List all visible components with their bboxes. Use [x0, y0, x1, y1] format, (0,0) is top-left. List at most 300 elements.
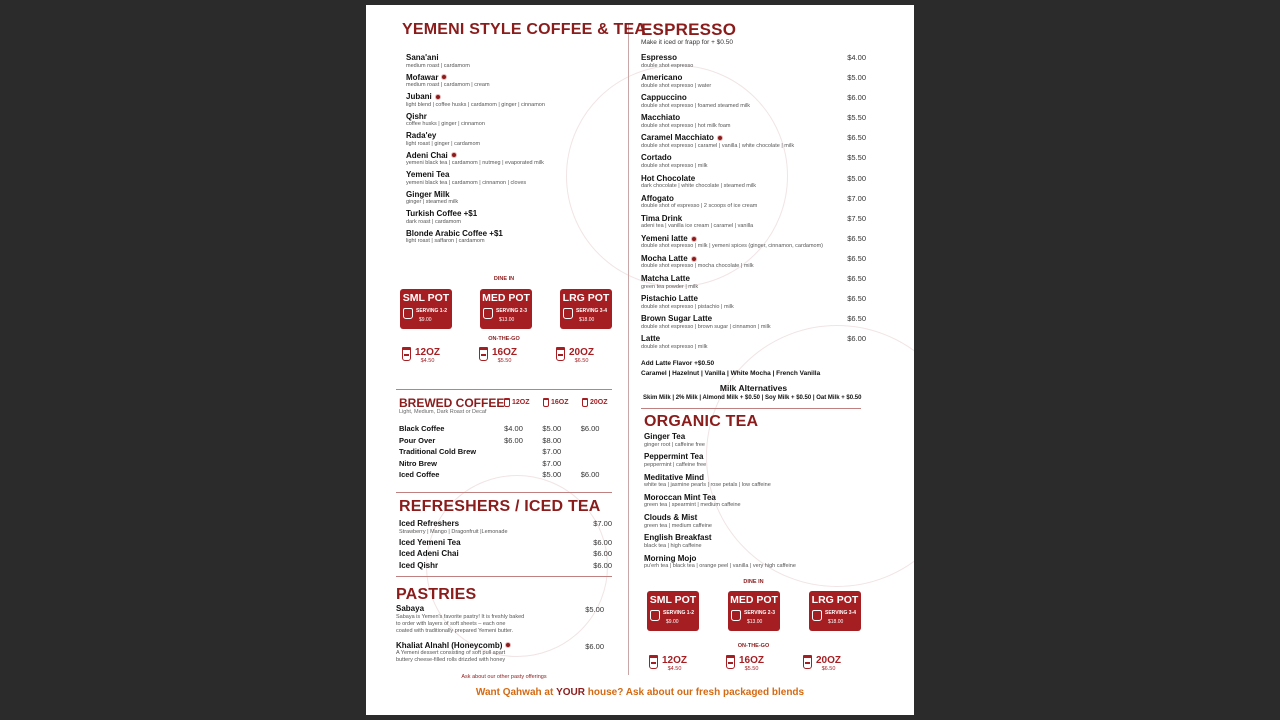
item-description: medium roast | cardamom [406, 62, 470, 69]
item-description: coffee husks | ginger | cinnamon [406, 121, 485, 127]
item-name-text: Matcha Latte [641, 274, 690, 284]
espresso-title: ESPRESSO [641, 20, 737, 39]
item-name [641, 314, 866, 324]
cup-icon [582, 398, 588, 407]
brewed-name: Black Coffee [399, 424, 445, 433]
cup-size-2 [726, 655, 782, 672]
pot-1 [647, 591, 699, 631]
milk-options: Skim Milk | 2% Milk | Almond Milk + $0.50 | Soy Milk + $0.50 | Oat Milk + $0.50 [643, 395, 862, 401]
pot-title: LRG POT [811, 594, 859, 606]
brewed-name: Pour Over [399, 435, 436, 445]
item-name-text: Mofawar [406, 72, 439, 82]
item-price: $5.00 [847, 173, 866, 183]
item-description: double shot espresso | water [641, 82, 712, 89]
item-name-text: Blonde Arabic Coffee +$1 [406, 228, 503, 238]
item-name-text: Mocha Latte [641, 253, 688, 263]
item-name-text: Qishr [406, 111, 427, 121]
badge-icon [435, 94, 441, 100]
item-description: double shot espresso | hot milk foam [641, 122, 731, 129]
item-name [406, 131, 606, 141]
item-description: double shot espresso | foamed steamed milk [641, 102, 751, 109]
cup-price: $6.50 [574, 358, 589, 364]
item-price: $6.00 [593, 549, 612, 558]
cup-size: 20OZ [569, 347, 595, 358]
espresso-item [641, 254, 866, 271]
yemeni-section-title: YEMENI STYLE COFFEE & TEA [402, 21, 647, 38]
footer-text: house? Ask about our fresh packaged blends [584, 687, 805, 698]
item-description: green tea | spearmint | medium caffeine [644, 502, 741, 509]
cup-options [402, 347, 612, 364]
item-description: white tea | jasmine pearls | rose petals | low caffeine [644, 482, 771, 489]
menu-item [406, 151, 606, 168]
rule [641, 408, 861, 409]
menu-item [406, 170, 606, 187]
refresher-item [399, 549, 612, 559]
on-the-go-label: ON-THE-GO [737, 643, 770, 649]
item-description: ginger root | caffeine free [644, 441, 705, 448]
pot-title: SML POT [649, 594, 697, 606]
brewed-row [399, 458, 619, 470]
brewed-row [399, 446, 619, 458]
pot-title: SML POT [402, 292, 450, 304]
dine-in-label: DINE IN [743, 579, 764, 585]
item-name-text: Caramel Macchiato [641, 133, 714, 143]
item-description: double shot espresso | caramel | vanilla | white chocolate | milk [641, 142, 795, 149]
item-description: to order with layers of soft sheets – each one [396, 620, 506, 627]
rule [396, 492, 612, 493]
pot-2 [480, 289, 532, 329]
espresso-item [641, 234, 866, 251]
item-description: peppermint | caffeine free [644, 461, 707, 468]
espresso-item [641, 113, 866, 130]
espresso-item [641, 53, 866, 70]
item-description: double shot espresso | milk [641, 162, 708, 169]
badge-icon [451, 152, 457, 158]
brewed-price-12: $4.00 [504, 424, 523, 433]
item-price: $6.50 [847, 133, 866, 143]
item-name [641, 274, 866, 284]
item-name-text: Affogato [641, 193, 674, 203]
brewed-price-12 [504, 469, 542, 481]
teapot-icon [483, 308, 493, 319]
pot-2 [728, 591, 780, 631]
teapot-icon [403, 308, 413, 319]
badge-icon [691, 236, 697, 242]
cup-text [415, 347, 440, 364]
item-description: yemeni black tea | cardamom | cinnamon | cloves [406, 179, 527, 186]
cup-price: $4.50 [420, 358, 435, 364]
brewed-row [399, 469, 619, 481]
item-name [406, 112, 606, 122]
espresso-item [641, 174, 866, 191]
pot-serving: SERVING 1-2 [663, 610, 695, 616]
item-name-text: Cappuccino [641, 93, 687, 103]
item-description: double shot espresso | brown sugar | cinnamon | milk [641, 323, 771, 330]
item-name [641, 174, 866, 184]
espresso-item [641, 214, 866, 231]
column-divider [628, 23, 629, 675]
menu-item [406, 92, 606, 109]
cup-text [569, 347, 594, 364]
item-price: $4.00 [847, 53, 866, 62]
pot-title: MED POT [730, 594, 778, 606]
pot-serving: SERVING 2-3 [496, 308, 528, 314]
cup-size-1 [649, 655, 705, 672]
item-name-text: Hot Chocolate [641, 173, 696, 183]
item-price: $6.50 [847, 233, 866, 243]
espresso-item [641, 133, 866, 150]
pot-serving: SERVING 3-4 [825, 610, 857, 616]
item-description: light blend | coffee husks | cardamom | ginger | cinnamon [406, 101, 545, 108]
cup-icon [803, 655, 812, 669]
refresher-item [399, 519, 612, 536]
item-description: buttery cheese-filled rolls drizzled with honey [396, 657, 506, 663]
cup-icon [543, 398, 549, 407]
pot-price: $9.00 [419, 317, 432, 323]
pot-3 [809, 591, 861, 631]
item-name [406, 190, 606, 200]
item-price: $5.50 [847, 113, 866, 123]
item-description: A Yemeni dessert consisting of soft pull apart [396, 650, 506, 656]
footer-tagline [366, 687, 914, 698]
pot-serving: SERVING 2-3 [744, 610, 776, 616]
brewed-price-20 [581, 446, 619, 458]
pastries-title: PASTRIES [396, 586, 477, 603]
tea-item [644, 554, 864, 571]
cup-text [662, 655, 687, 672]
brewed-size-header [582, 398, 621, 407]
item-name: Iced Adeni Chai [399, 549, 459, 558]
item-name [406, 73, 606, 83]
cup-icon [726, 655, 735, 669]
item-name [396, 604, 612, 614]
item-description: Strawberry | Mango | Dragonfruit |Lemonade [399, 528, 508, 535]
brewed-size-header [504, 398, 543, 407]
item-name-text: Khaliat Alnahl (Honeycomb) [396, 640, 503, 650]
pot-price: $13.00 [747, 619, 763, 625]
cup-icon [402, 347, 411, 361]
item-price: $5.50 [847, 153, 866, 163]
item-name [406, 92, 606, 102]
item-description: green tea powder | milk [641, 283, 699, 290]
footer-emphasis: YOUR [556, 687, 585, 698]
item-name: Meditative Mind [644, 472, 705, 482]
brewed-price-16: $5.00 [542, 470, 562, 479]
item-name: Peppermint Tea [644, 452, 704, 462]
item-price: $7.50 [847, 213, 866, 223]
cup-size: 16OZ [492, 347, 518, 358]
item-name-text: Ginger Milk [406, 189, 450, 199]
pot-title: LRG POT [562, 292, 610, 304]
espresso-item [641, 153, 866, 170]
cup-text [816, 655, 841, 672]
brewed-price-16: $8.00 [542, 435, 562, 445]
item-price: $6.50 [847, 294, 866, 304]
cup-icon [479, 347, 488, 361]
badge-icon [717, 135, 723, 141]
teapot-icon [563, 308, 573, 319]
item-name: Clouds & Mist [644, 513, 698, 523]
item-name [641, 194, 866, 204]
rule [396, 576, 612, 577]
brewed-price-12 [504, 458, 542, 470]
item-name-text: Adeni Chai [406, 150, 448, 160]
brewed-table [399, 423, 619, 481]
brewed-title: BREWED COFFEE [399, 396, 505, 410]
cup-size: 16OZ [739, 655, 765, 666]
cup-price: $5.50 [744, 666, 759, 672]
item-name: Ginger Tea [644, 432, 686, 441]
item-name [406, 53, 606, 63]
brewed-name: Traditional Cold Brew [399, 447, 477, 456]
pot-price: $9.00 [666, 619, 679, 625]
brewed-subtitle: Light, Medium, Dark Roast or Decaf [399, 409, 487, 415]
item-description: pu'erh tea | black tea | orange peel | vanilla | very high caffeine [644, 563, 796, 570]
refresher-item [399, 538, 612, 548]
cup-price: $5.50 [497, 358, 512, 364]
menu-item [406, 112, 606, 129]
cup-size: 20OZ [816, 655, 842, 666]
espresso-item [641, 73, 866, 90]
pot-3 [560, 289, 612, 329]
cup-size-2 [479, 347, 535, 364]
item-name [641, 93, 866, 103]
cup-icon [504, 398, 510, 407]
item-name-text: Turkish Coffee +$1 [406, 209, 478, 218]
item-description: double shot espresso | milk [641, 343, 708, 350]
espresso-list [641, 53, 866, 354]
item-description: light roast | ginger | cardamom [406, 140, 481, 147]
menu-item [406, 131, 606, 148]
item-description: dark roast | cardamom [406, 218, 461, 225]
cup-price: $6.50 [821, 666, 836, 672]
pastry-item [396, 604, 612, 635]
item-name-text: Yemeni Tea [406, 170, 450, 179]
item-description: light roast | saffaron | cardamom [406, 238, 485, 244]
item-name-text: Rada'ey [406, 131, 437, 140]
item-name [396, 641, 612, 651]
item-price: $5.00 [585, 605, 604, 614]
size-label: 12OZ [512, 399, 530, 406]
pot-title: MED POT [482, 292, 530, 304]
item-name [641, 53, 866, 63]
pot-price: $18.00 [828, 619, 844, 625]
refreshers-list [399, 519, 612, 572]
item-price: $5.00 [847, 73, 866, 83]
item-description: black tea | high caffeine [644, 542, 702, 549]
brewed-price-20 [581, 435, 619, 447]
espresso-item [641, 274, 866, 291]
cup-text [492, 347, 517, 364]
item-price: $6.00 [593, 560, 612, 570]
item-price: $7.00 [847, 193, 866, 203]
item-price: $6.50 [847, 314, 866, 324]
milk-alternatives-title: Milk Alternatives [719, 383, 788, 393]
brewed-price-16: $5.00 [542, 424, 562, 433]
item-price: $6.00 [847, 334, 866, 344]
yemeni-list [406, 53, 606, 248]
pastries-note: Ask about our other pasty offerings [461, 674, 547, 680]
brewed-price-16: $7.00 [542, 447, 562, 456]
rule [396, 389, 612, 390]
pot-1 [400, 289, 452, 329]
cup-price: $4.50 [667, 666, 682, 672]
menu-page [366, 5, 914, 715]
espresso-item [641, 93, 866, 110]
cup-size-3 [556, 347, 612, 364]
cup-size-1 [402, 347, 458, 364]
cup-text [739, 655, 764, 672]
brewed-size-header [543, 398, 582, 407]
item-name: Iced Yemeni Tea [399, 537, 461, 547]
item-name [641, 214, 866, 224]
item-name [641, 113, 866, 123]
item-description: coated with traditionally prepared Yemeni butter. [396, 627, 514, 634]
size-label: 16OZ [551, 399, 569, 406]
item-name-text: Americano [641, 73, 683, 83]
espresso-item [641, 294, 866, 311]
item-name: Iced Refreshers [399, 519, 460, 528]
item-name-text: Brown Sugar Latte [641, 314, 713, 324]
item-name [641, 153, 866, 163]
item-description: Sabaya is Yemen's favorite pastry! It is freshly baked [396, 613, 525, 620]
brewed-row [399, 435, 619, 447]
item-price: $6.00 [847, 93, 866, 103]
pot-price: $13.00 [499, 317, 515, 323]
item-name [406, 170, 606, 180]
on-the-go-label: ON-THE-GO [488, 336, 520, 342]
tea-item [644, 533, 864, 550]
refresher-item [399, 561, 612, 571]
pot-options [400, 289, 612, 329]
item-description: double shot espresso | milk | yemeni spices (ginger, cinnamon, cardamom) [641, 243, 823, 250]
teapot-icon [650, 610, 660, 621]
item-name [641, 254, 866, 264]
item-description: ginger | steamed milk [406, 199, 459, 205]
item-description: double shot espresso | mocha chocolate | milk [641, 263, 754, 270]
item-name-text: Tima Drink [641, 213, 683, 223]
item-name-text: Yemeni latte [641, 233, 688, 243]
espresso-item [641, 334, 866, 351]
item-description: yemeni black tea | cardamom | nutmeg | evaporated milk [406, 160, 544, 166]
brewed-price-20: $6.00 [580, 470, 600, 479]
espresso-item [641, 194, 866, 211]
item-name [406, 229, 606, 239]
item-name [641, 73, 866, 83]
brewed-price-16: $7.00 [542, 458, 562, 468]
organic-title: ORGANIC TEA [644, 413, 759, 430]
tea-item [644, 493, 864, 510]
teapot-icon [812, 610, 822, 621]
badge-icon [691, 256, 697, 262]
cup-options [649, 655, 859, 672]
organic-list [644, 432, 864, 574]
item-name [406, 209, 606, 219]
item-description: medium roast | cardamom | cream [406, 82, 490, 88]
item-name: Iced Qishr [399, 560, 439, 570]
item-name [641, 334, 866, 344]
item-description: double shot espresso [641, 62, 694, 69]
item-name-text: Sabaya [396, 604, 425, 613]
brewed-size-headers [504, 398, 624, 407]
tea-item [644, 513, 864, 530]
brewed-name: Nitro Brew [399, 458, 437, 468]
refreshers-title: REFRESHERS / ICED TEA [399, 498, 601, 515]
item-name-text: Sana'ani [406, 53, 439, 62]
item-name-text: Latte [641, 334, 661, 344]
pastries-list [396, 604, 612, 670]
item-description: green tea | medium caffeine [644, 522, 712, 529]
item-description: double shot of espresso | 2 scoops of ice cream [641, 203, 758, 210]
size-label: 20OZ [590, 399, 608, 406]
brewed-price-12 [504, 446, 542, 458]
item-price: $6.50 [847, 253, 866, 263]
item-price: $6.50 [847, 274, 866, 284]
item-name-text: Macchiato [641, 113, 681, 123]
badge-icon [505, 642, 511, 648]
footer-text: Want Qahwah at [475, 687, 557, 698]
item-name-text: Cortado [641, 153, 672, 163]
teapot-icon [731, 610, 741, 621]
item-price: $7.00 [593, 519, 612, 528]
cup-size-3 [803, 655, 859, 672]
item-name [641, 294, 866, 304]
brewed-price-20 [581, 458, 619, 470]
tea-item [644, 432, 864, 449]
pot-serving: SERVING 1-2 [416, 308, 448, 314]
item-description: dark chocolate | white chocolate | steamed milk [641, 183, 757, 190]
menu-item [406, 209, 606, 226]
brewed-name: Iced Coffee [399, 470, 440, 479]
pot-price: $18.00 [579, 317, 595, 323]
menu-item [406, 53, 606, 70]
cup-size: 12OZ [662, 655, 688, 666]
item-name: Moroccan Mint Tea [644, 492, 716, 502]
pastry-item [396, 641, 612, 665]
espresso-item [641, 314, 866, 331]
pot-options [647, 591, 861, 631]
item-name [406, 151, 606, 161]
menu-item [406, 190, 606, 207]
brewed-row [399, 423, 619, 435]
espresso-subtitle: Make it iced or frapp for + $0.50 [641, 39, 733, 46]
item-description: adeni tea | vanilla ice cream | caramel | vanilla [641, 223, 754, 230]
badge-icon [441, 74, 447, 80]
dine-in-label: DINE IN [493, 276, 515, 282]
item-price: $6.00 [593, 537, 612, 547]
item-price: $6.00 [585, 641, 604, 651]
cup-icon [556, 347, 565, 361]
item-name [641, 133, 866, 143]
tea-item [644, 473, 864, 490]
brewed-price-20: $6.00 [580, 424, 600, 433]
item-name-text: Pistachio Latte [641, 294, 698, 304]
menu-item [406, 73, 606, 90]
pot-serving: SERVING 3-4 [576, 308, 608, 314]
tea-item [644, 452, 864, 469]
item-description: double shot espresso | pistachio | milk [641, 303, 734, 310]
item-name-text: Jubani [406, 92, 432, 101]
item-name [641, 234, 866, 244]
item-name: English Breakfast [644, 533, 712, 543]
cup-icon [649, 655, 658, 669]
latte-flavors: Caramel | Hazelnut | Vanilla | White Mocha | French Vanilla [641, 370, 821, 377]
brewed-price-12: $6.00 [504, 435, 523, 445]
item-name-text: Espresso [641, 53, 678, 62]
latte-flavor-title: Add Latte Flavor +$0.50 [641, 360, 715, 367]
cup-size: 12OZ [415, 347, 441, 358]
item-name: Morning Mojo [644, 553, 697, 563]
